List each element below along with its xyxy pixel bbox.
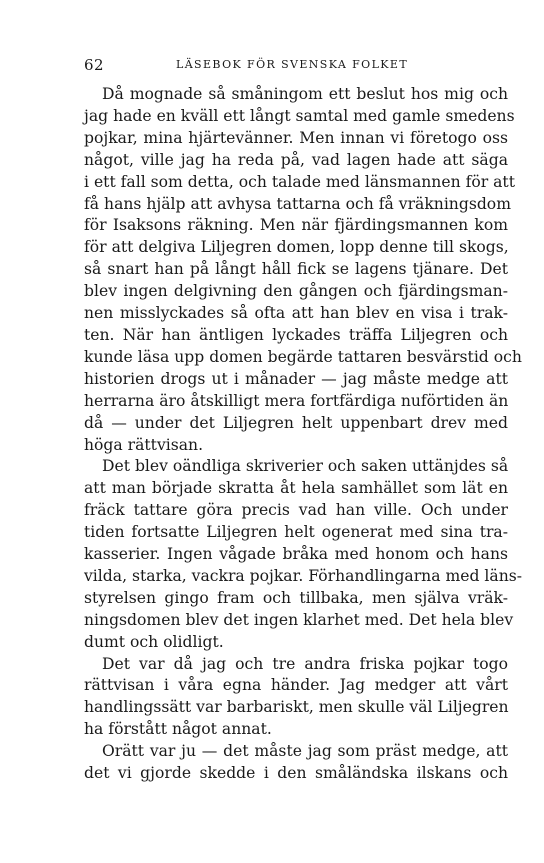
text-line: något, ville jag ha reda på, vad lagen hade att säga <box>84 150 508 169</box>
text-line: då — under det Liljegren helt uppenbart drev med <box>84 413 508 432</box>
running-head <box>84 56 508 78</box>
running-title: LÄSEBOK FÖR SVENSKA FOLKET <box>176 58 409 71</box>
text-line: pojkar, mina hjärtevänner. Men innan vi företogo oss <box>84 128 508 147</box>
text-line: handlingssätt var barbariskt, men skulle väl Liljegren <box>84 698 509 717</box>
text-line: Det blev oändliga skriverier och saken uttänjdes så <box>102 457 509 476</box>
text-line: i ett fall som detta, och talade med länsmannen för att <box>84 172 515 191</box>
text-line: historien drogs ut i månader — jag måste medge att <box>84 369 508 388</box>
paragraph <box>84 741 508 785</box>
text-line: Då mognade så småningom ett beslut hos mig och <box>102 85 508 103</box>
body-text <box>84 84 523 785</box>
text-line: för Isaksons räkning. Men när fjärdingsmannen kom <box>84 216 508 235</box>
page-number: 62 <box>84 56 105 74</box>
text-line: ha förstått något annat. <box>84 720 272 739</box>
text-line: herrarna äro åtskilligt mera fortfärdiga nuförtiden än <box>84 391 509 410</box>
text-line: höga rättvisan. <box>84 435 204 454</box>
paragraph <box>84 84 522 456</box>
text-line: ten. När han äntligen lyckades träffa Liljegren och <box>84 325 508 344</box>
text-line: det vi gjorde skedde i den småländska ilskans och <box>84 764 508 783</box>
text-line: så snart han på långt håll fick se lagens tjänare. Det <box>84 260 508 279</box>
text-line: Orätt var ju — det måste jag som präst medge, att <box>102 742 508 761</box>
text-line: styrelsen gingo fram och tillbaka, men själva vräk- <box>84 588 508 607</box>
text-line: rättvisan i våra egna händer. Jag medger att vårt <box>84 676 508 695</box>
text-line: kunde läsa upp domen begärde tattaren besvärstid och <box>84 347 522 366</box>
text-line: fräck tattare göra precis vad han ville. Och under <box>84 501 508 520</box>
text-line: Det var då jag och tre andra friska pojkar togo <box>102 654 508 673</box>
text-line: tiden fortsatte Liljegren helt ogenerat med sina tra- <box>84 523 508 542</box>
text-line: blev ingen delgivning den gången och fjärdingsman- <box>84 282 508 301</box>
book-page <box>84 56 523 785</box>
text-line: ningsdomen blev det ingen klarhet med. Det hela blev <box>84 610 514 629</box>
paragraph <box>84 456 523 653</box>
text-line: jag hade en kväll ett långt samtal med gamle smedens <box>84 106 515 125</box>
text-line: att man började skratta åt hela samhället som lät en <box>84 479 508 498</box>
text-line: kasserier. Ingen vågade bråka med honom och hans <box>84 545 508 564</box>
text-line: vilda, starka, vackra pojkar. Förhandlingarna med läns- <box>84 566 523 585</box>
paragraph <box>84 654 508 742</box>
text-line: dumt och olidligt. <box>84 632 224 651</box>
text-line: få hans hjälp att avhysa tattarna och få vräkningsdom <box>84 194 511 213</box>
text-line: för att delgiva Liljegren domen, lopp denne till skogs, <box>84 238 509 257</box>
text-line: nen misslyckades så ofta att han blev en visa i trak- <box>84 304 508 323</box>
